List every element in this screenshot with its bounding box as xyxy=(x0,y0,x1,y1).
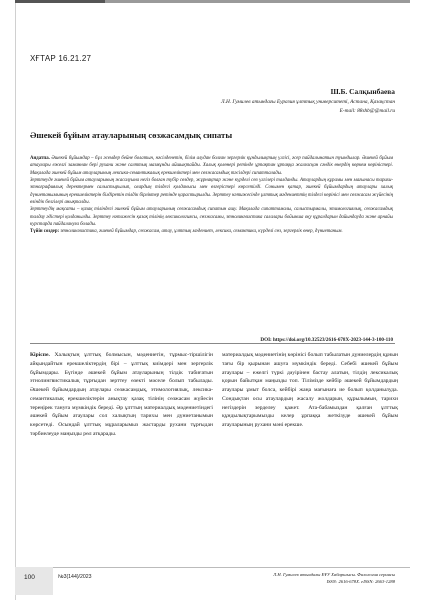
body-paragraph-right: материалдық мәдениетінің көрінісі болып табылатын дүниелердің құнын тағы бір қырынан ашуға мүмкіндік береді. Себебі әшекей бұйым атаулары – ежелгі түркі дәуірінен бастау алатын, тілдің лексикалық қорын байытқан маңызды топ. Тілімізде кейбір әшекей бұйымдардың атаулары ұмыт болса, кейбірі жаңа мағынаға ие болып қолданылуда. Сондықтан осы атаулардың жасалу жолдарын, құрылымын, тарихи негіздерін зерделеу қажет. Ата-бабамыздан қалған ұлттық құндылықтарымызды келер ұрпаққа жеткізуде әшекей бұйым атауларының рухани мәні ерекше. xyxy=(222,352,398,428)
doi-link[interactable]: DOI: https://doi.org/10.32523/2616-678X-2023-144-3-100-110 xyxy=(260,337,393,343)
affiliation: Л.Н. Гумилев атындағы Еуразия ұлттық университеті, Астана, Қазақстан xyxy=(221,99,395,105)
abstract-text-1: Әшекей бұйымдар – бұл әсемдер бейне болатын, нәсілденетін, білім алудан болған зергерлік құндылықтың үлгісі, әсер пайдалынатын туындылар. Әшекей бұйым атаулары ежелгі заманнан бері рухани және салттық мазмұнды айшықтайды. Халық қолөнері ретінде ұрпақтан ұрпаққа жалғасқан сәндік өнердің көркем көріністері. Мақалада әшекей бұйым атауларының лексика-семантикалық ерекшеліктері мен сөзжасамдық тәсілдері сипатталады. xyxy=(30,156,393,176)
intro-heading: Кіріспе. xyxy=(30,352,50,358)
abstract-paragraph-2: Зерттеуде әшекей бұйым атауларының жасалуына негіз болған түбір сөздер, жұрнақтар және күрделі сөз үлгілері талданды. Атаулардың құрамы мен мағынасы тарихи-этнографиялық деректермен салыстырылып, олардың тілдегі қолданысы мен өзгерістері көрсетілді. Сонымен қатар, әшекей бұйымдардың атаулары халық дүниетанымының ерекшеліктерін білдіретін тілдік бірліктер ретінде қарастырылды. Зерттеу нәтижесінде ұлттық мәдениеттің тілдегі көрінісі мен сөзжасам жүйесінің өзіндік белгілері анықталды. xyxy=(30,178,393,206)
keywords-label: Түйін сөздер: xyxy=(30,229,60,235)
intro-paragraph xyxy=(30,351,213,439)
keywords-text: этнолингвистика, әшекей бұйымдар, сөзжасам, атау, ұлттық мәдениет, лексика, семантика, күрделі сөз, зергерлік өнер, дүниетаным. xyxy=(60,229,343,235)
irsti-code: ХҒТАР 16.21.27 xyxy=(30,54,92,63)
abstract-label: Андатпа. xyxy=(30,156,50,161)
body-column-right xyxy=(222,351,398,430)
left-margin-rule xyxy=(15,3,16,600)
intro-text: Халықтың ұлттық болмысын, мәдениетін, тұрмыс-тіршілігін айқындайтын ерекшеліктердің бірі – ұлттық киімдері мен зергерлік бұйымдары. Бүгінде әшекей бұйым атауларының тілдік табиғатын этнолингвистикалық тұрғыдан зерттеу өзекті мәселе болып табылады. Әшекей бұйымдардың атаулары сөзжасамдық, этимологиялық, лексика-семантикалық ерекшеліктерін анықтау қазақ тілінің сөзжасам жүйесін тереңірек тануға мүмкіндік береді. Әр ұлттың материалдық мәдениетіндегі әшекей бұйым атаулары сол халықтың тарихы мен дүниетанымын көрсетеді. Осындай ұлттық мұраларымыз жастарды рухани тұрғыдан тәрбиелеуде маңызды рөл атқарады. xyxy=(30,352,213,437)
page-number-box xyxy=(15,567,53,595)
keywords xyxy=(30,228,393,235)
body-column-left xyxy=(30,351,213,439)
footer-rule xyxy=(15,567,410,568)
abstract-paragraph-3: Зерттеудің мақсаты – қазақ тіліндегі әшекей бұйым атауларының сөзжасамдық сипатын ашу. Мақалада сипаттамалы, салыстырмалы, этимологиялық, сөзжасамдық талдау әдістері қолданылды. Зерттеу нәтижесін қазақ тілінің лексикологиясы, сөзжасамы, этнолингвистика салалары бойынша оқу құралдарын дайындауда және арнайы курстарда пайдалануға болады. xyxy=(30,207,393,228)
abstract-paragraph-1 xyxy=(30,155,393,177)
issue-number: №3(144)/2023 xyxy=(58,574,92,580)
section-divider xyxy=(30,343,395,344)
author-email: E-mail: 88shb@@mail.ru xyxy=(339,108,395,114)
journal-issn: ISSN: 2616-678X. eISSN: 2663-1288 xyxy=(326,578,395,584)
journal-title: Л.Н. Гумилев атындағы ЕҰУ Хабаршысы. Филология сериясы xyxy=(273,572,395,577)
journal-info xyxy=(273,572,395,585)
author-affiliation-block xyxy=(221,98,395,116)
abstract xyxy=(30,155,393,236)
author-name: Ш.Б. Салқынбаева xyxy=(330,87,395,96)
article-title: Әшекей бұйым атауларының сөзжасамдық сипаты xyxy=(30,130,233,140)
page-number: 100 xyxy=(24,574,35,581)
top-border-accent xyxy=(15,0,105,3)
